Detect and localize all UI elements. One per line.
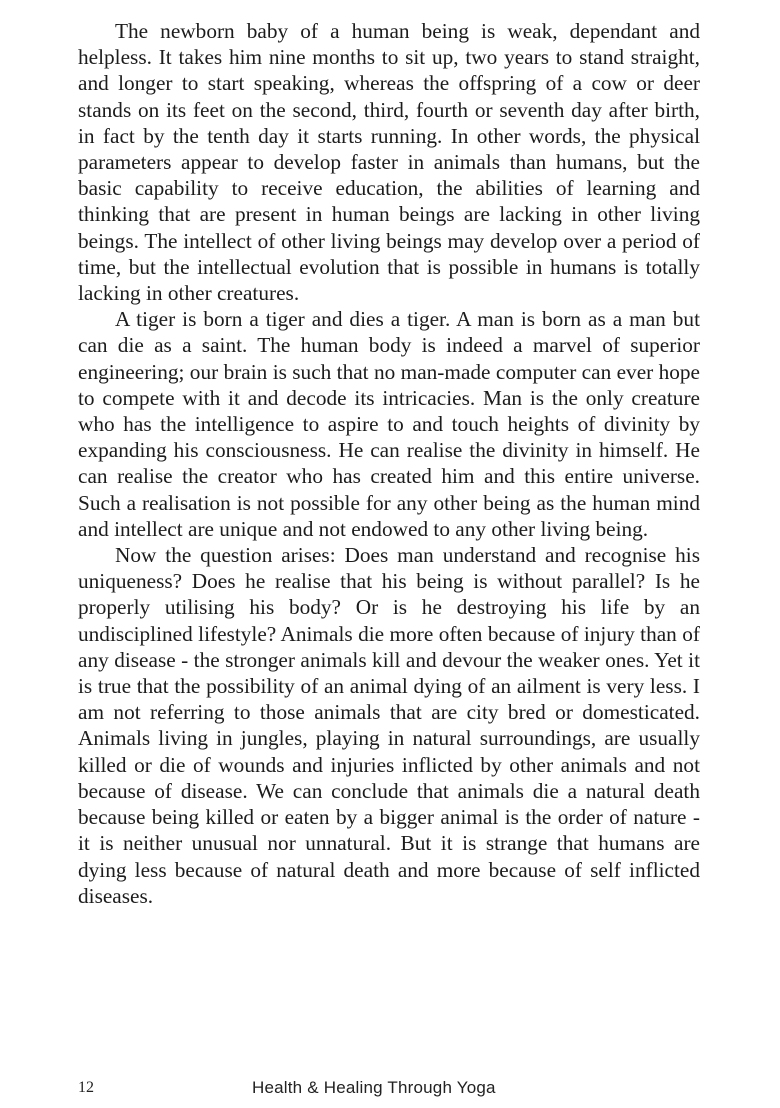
page-number: 12 [78,1079,94,1096]
paragraph-question: Now the question arises: Does man understand and recognise his uniqueness? Does he realise that his being is without parallel? Is he properly utilising his body? Or is he destroying his life by an undisciplined lifestyle? Animals die more often because of injury than of any disease - the stronger animals kill and devour the weaker ones. Yet it is true that the possibility of an animal dying of an ailment is very less. I am not referring to those animals that are city bred or domesticated. Animals living in jungles, playing in natural surroundings, are usually killed or die of wounds and injuries inflicted by other animals and not because of disease. We can conclude that animals die a natural death because being killed or eaten by a bigger animal is the order of nature - it is neither unusual nor unnatural. But it is strange that humans are dying less because of natural death and more because of self inflicted diseases. [78,543,700,908]
paragraph-newborn: The newborn baby of a human being is weak, dependant and helpless. It takes him nine months to sit up, two years to stand straight, and longer to start speaking, whereas the offspring of a cow or deer stands on its feet on the second, third, fourth or seventh day after birth, in fact by the tenth day it starts running. In other words, the physical parameters appear to develop faster in animals than humans, but the basic capability to receive education, the abilities of learning and thinking that are present in human beings are lacking in other living beings. The intellect of other living beings may develop over a period of time, but the intellectual evolution that is possible in humans is totally lacking in other creatures. [78,19,700,306]
paragraph-tiger: A tiger is born a tiger and dies a tiger. A man is born as a man but can die as a saint. The human body is indeed a marvel of superior engineering; our brain is such that no man-made computer can ever hope to compete with it and decode its intricacies. Man is the only creature who has the intelligence to aspire to and touch heights of divinity by expanding his consciousness. He can realise the divinity in himself. He can realise the creator who has created him and this entire universe. Such a realisation is not possible for any other being as the human mind and intellect are unique and not endowed to any other living being. [78,307,700,541]
body-text [78,18,700,909]
running-title: Health & Healing Through Yoga [252,1078,496,1097]
page-footer [78,1076,700,1100]
